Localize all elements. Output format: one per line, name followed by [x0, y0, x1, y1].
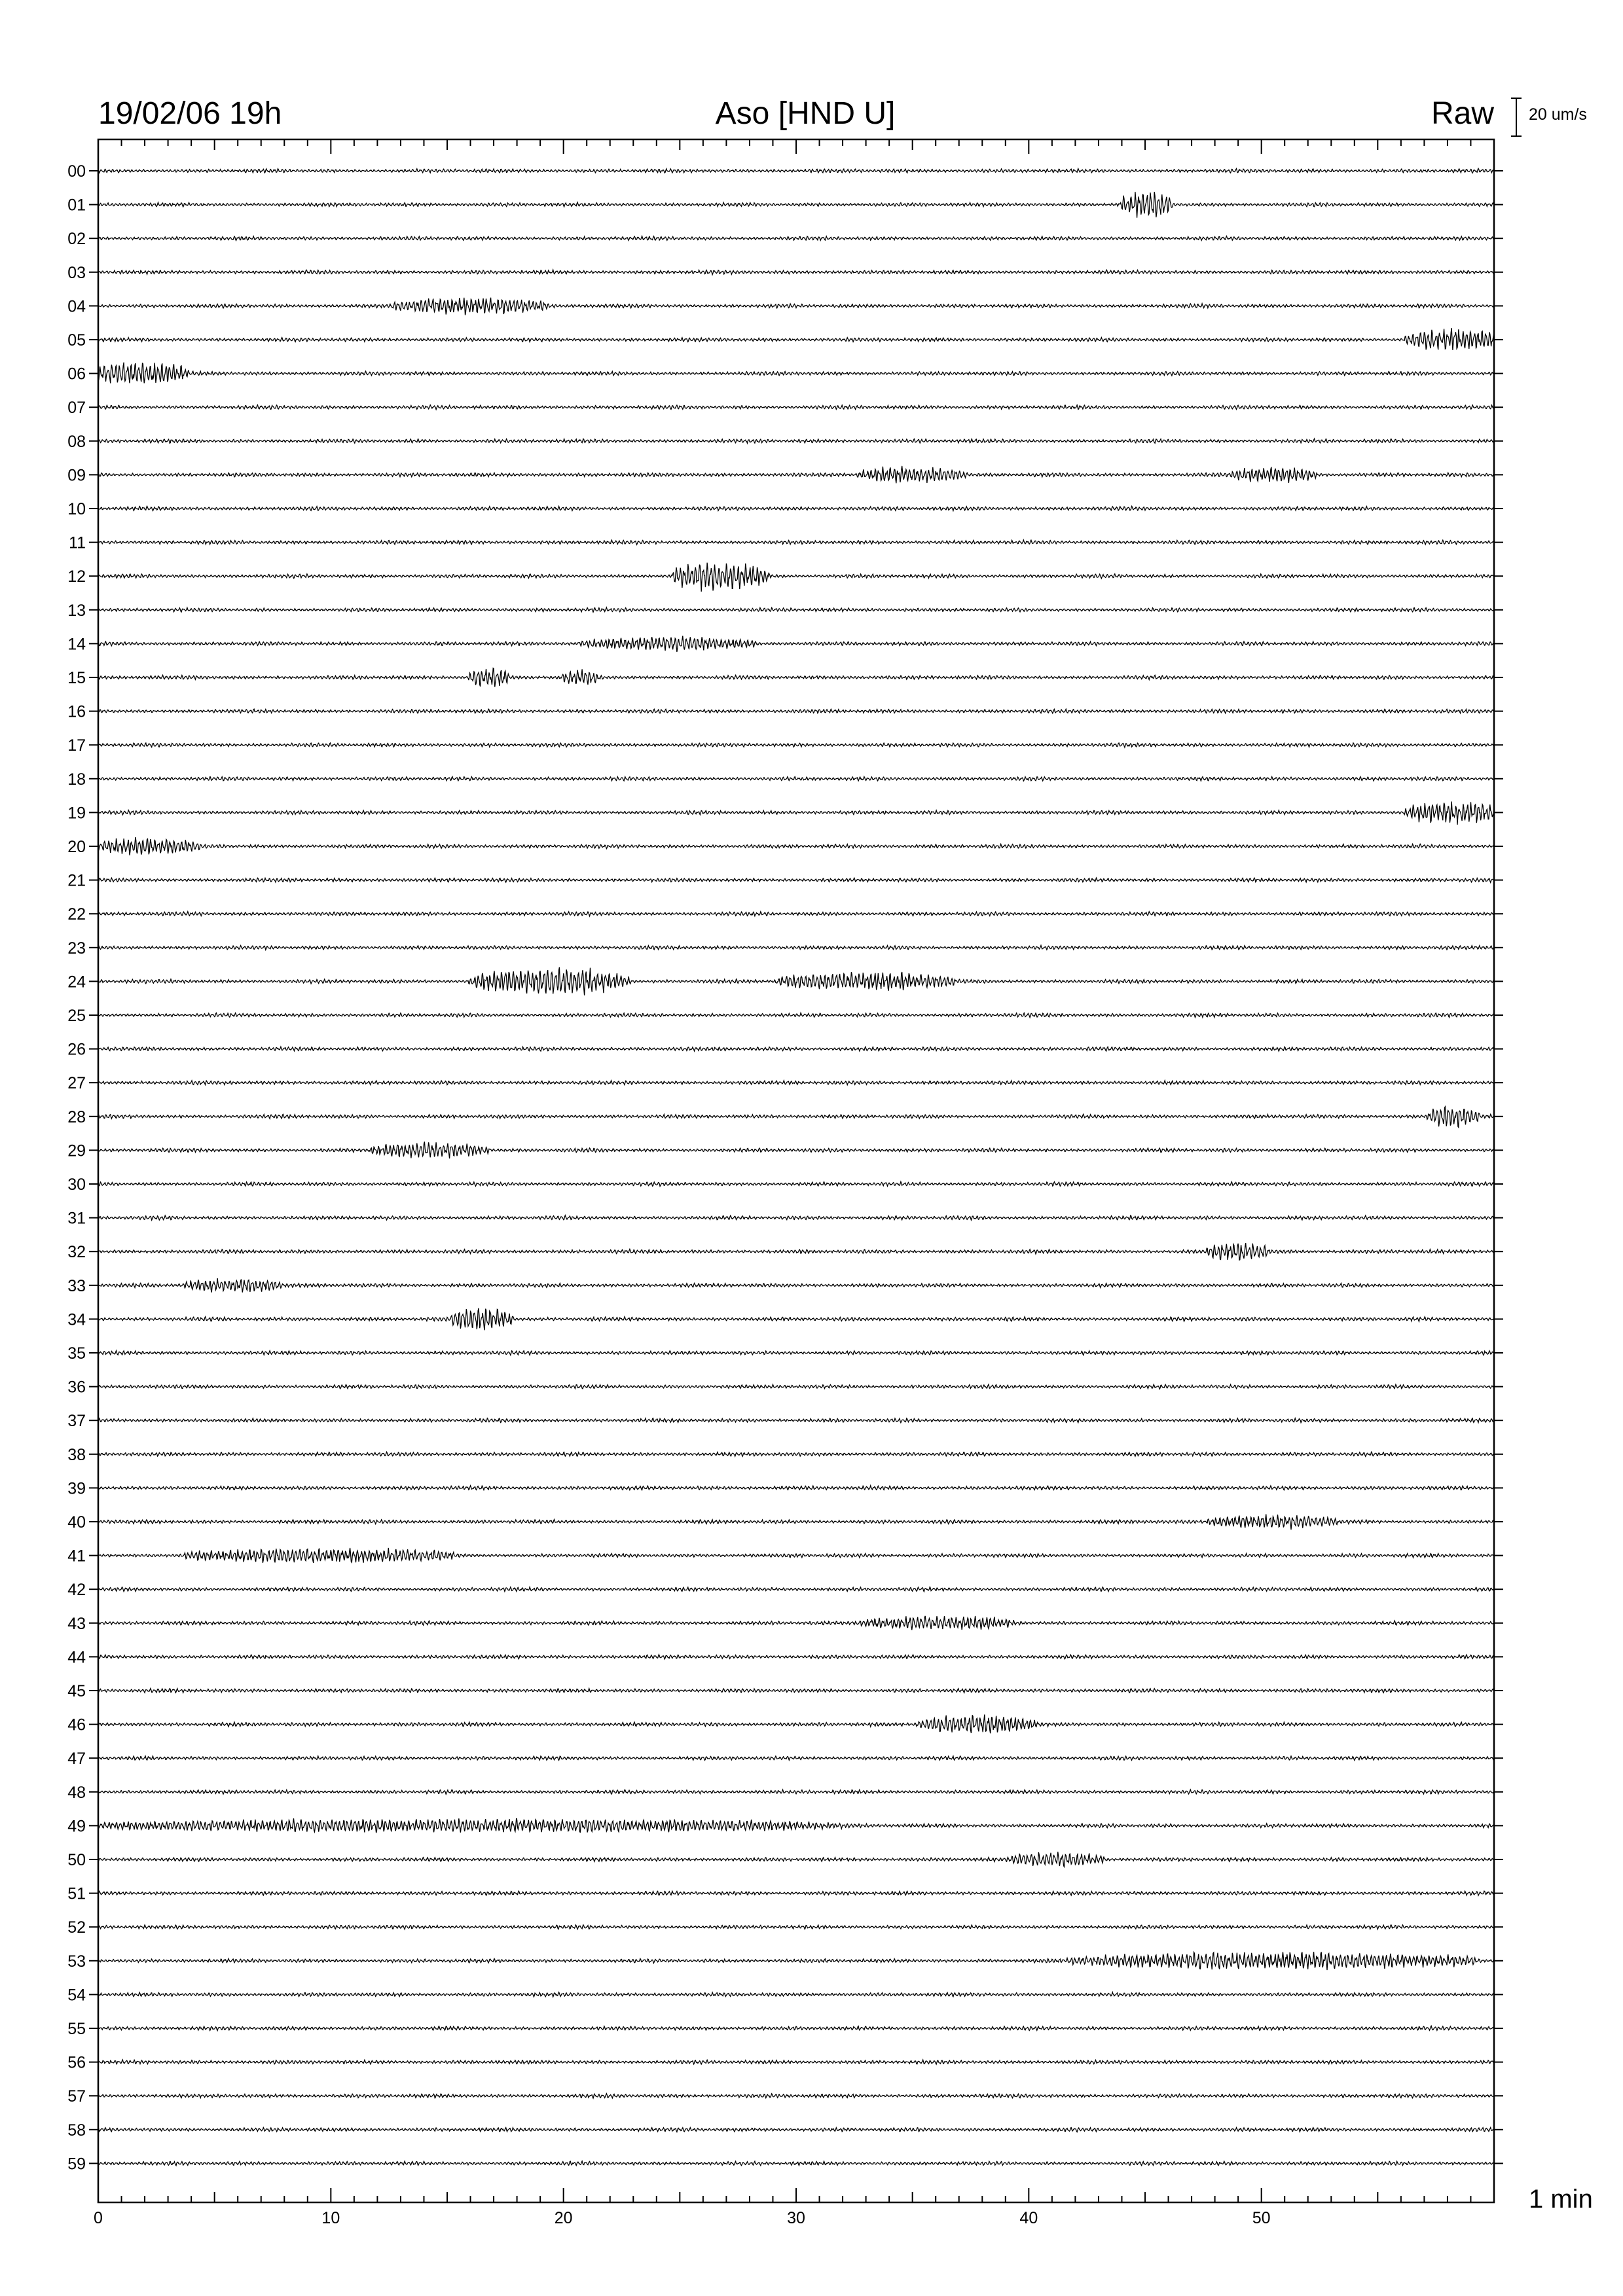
row-label: 22 — [67, 905, 86, 924]
row-labels — [67, 162, 1503, 2173]
trace-30 — [98, 1181, 1494, 1186]
seismic-traces — [98, 168, 1494, 2165]
x-tick-label: 20 — [554, 2209, 573, 2227]
row-label: 16 — [67, 702, 86, 721]
trace-31 — [98, 1215, 1494, 1220]
trace-54 — [98, 1992, 1494, 1997]
trace-05 — [98, 328, 1494, 350]
row-label: 05 — [67, 331, 86, 350]
row-label: 54 — [67, 1986, 86, 2005]
trace-37 — [98, 1418, 1494, 1423]
row-label: 58 — [67, 2121, 86, 2140]
trace-40 — [98, 1515, 1494, 1530]
trace-47 — [98, 1756, 1494, 1761]
row-label: 23 — [67, 939, 86, 958]
trace-50 — [98, 1852, 1494, 1867]
trace-46 — [98, 1715, 1494, 1734]
row-label: 25 — [67, 1007, 86, 1025]
row-label: 41 — [67, 1547, 86, 1566]
scale-value-label: 20 um/s — [1529, 105, 1587, 124]
amplitude-scale-bar — [1511, 98, 1522, 136]
row-label: 48 — [67, 1783, 86, 1802]
row-label: 47 — [67, 1749, 86, 1768]
trace-38 — [98, 1452, 1494, 1456]
trace-02 — [98, 236, 1494, 241]
trace-09 — [98, 466, 1494, 483]
row-label: 07 — [67, 399, 86, 418]
trace-20 — [98, 837, 1494, 855]
trace-48 — [98, 1789, 1494, 1794]
row-label: 19 — [67, 804, 86, 823]
trace-26 — [98, 1047, 1494, 1051]
trace-45 — [98, 1689, 1494, 1693]
row-label: 42 — [67, 1581, 86, 1600]
trace-03 — [98, 270, 1494, 274]
row-label: 59 — [67, 2155, 86, 2174]
row-label: 49 — [67, 1817, 86, 1836]
row-label: 00 — [67, 162, 86, 181]
trace-16 — [98, 709, 1494, 713]
trace-25 — [98, 1013, 1494, 1018]
trace-35 — [98, 1351, 1494, 1355]
trace-55 — [98, 2026, 1494, 2030]
row-label: 53 — [67, 1952, 86, 1971]
trace-11 — [98, 540, 1494, 545]
trace-04 — [98, 298, 1494, 315]
trace-27 — [98, 1081, 1494, 1085]
row-label: 57 — [67, 2087, 86, 2106]
trace-21 — [98, 878, 1494, 882]
row-label: 35 — [67, 1344, 86, 1363]
row-label: 36 — [67, 1378, 86, 1397]
trace-28 — [98, 1107, 1494, 1128]
trace-51 — [98, 1891, 1494, 1895]
x-axis-unit-label: 1 min — [1529, 2185, 1593, 2214]
trace-58 — [98, 2127, 1494, 2132]
row-label: 09 — [67, 466, 86, 485]
trace-06 — [98, 363, 1494, 384]
row-label: 56 — [67, 2053, 86, 2072]
station-title: Aso [HND U] — [715, 96, 896, 131]
row-label: 01 — [67, 196, 86, 215]
row-label: 20 — [67, 838, 86, 856]
row-label: 40 — [67, 1513, 86, 1532]
trace-10 — [98, 506, 1494, 511]
trace-44 — [98, 1655, 1494, 1659]
trace-01 — [98, 192, 1494, 218]
row-label: 55 — [67, 2020, 86, 2038]
trace-00 — [98, 168, 1494, 173]
trace-42 — [98, 1587, 1494, 1592]
trace-13 — [98, 607, 1494, 612]
trace-24 — [98, 967, 1494, 996]
row-label: 06 — [67, 365, 86, 384]
row-label: 02 — [67, 230, 86, 249]
row-label: 46 — [67, 1715, 86, 1734]
row-label: 28 — [67, 1107, 86, 1126]
row-label: 24 — [67, 973, 86, 992]
row-label: 08 — [67, 432, 86, 451]
trace-59 — [98, 2161, 1494, 2166]
row-label: 43 — [67, 1614, 86, 1633]
bottom-axis-ticks — [94, 2188, 1494, 2227]
trace-07 — [98, 405, 1494, 410]
row-label: 26 — [67, 1040, 86, 1059]
row-label: 11 — [69, 533, 86, 552]
trace-33 — [98, 1278, 1494, 1293]
row-label: 45 — [67, 1682, 86, 1700]
date-hour-title: 19/02/06 19h — [98, 96, 282, 131]
trace-41 — [98, 1548, 1494, 1563]
trace-53 — [98, 1952, 1494, 1970]
row-label: 34 — [67, 1310, 86, 1329]
trace-49 — [98, 1818, 1494, 1833]
trace-17 — [98, 743, 1494, 747]
trace-57 — [98, 2094, 1494, 2098]
trace-56 — [98, 2060, 1494, 2064]
row-label: 31 — [67, 1209, 86, 1228]
row-label: 44 — [67, 1648, 86, 1667]
trace-15 — [98, 668, 1494, 687]
trace-18 — [98, 777, 1494, 781]
x-tick-label: 30 — [787, 2209, 805, 2227]
row-label: 04 — [67, 297, 86, 316]
trace-43 — [98, 1616, 1494, 1630]
trace-52 — [98, 1925, 1494, 1929]
x-tick-label: 40 — [1019, 2209, 1038, 2227]
trace-34 — [98, 1308, 1494, 1331]
row-label: 03 — [67, 263, 86, 282]
row-label: 14 — [67, 635, 86, 654]
row-label: 32 — [67, 1243, 86, 1262]
x-tick-label: 0 — [94, 2209, 103, 2227]
row-label: 50 — [67, 1851, 86, 1869]
row-label: 12 — [67, 567, 86, 586]
x-tick-label: 50 — [1252, 2209, 1271, 2227]
row-label: 39 — [67, 1479, 86, 1498]
raw-mode-label: Raw — [1431, 96, 1494, 131]
row-label: 38 — [67, 1445, 86, 1464]
trace-32 — [98, 1243, 1494, 1260]
x-tick-label: 10 — [321, 2209, 340, 2227]
trace-12 — [98, 563, 1494, 592]
trace-08 — [98, 439, 1494, 443]
row-label: 37 — [67, 1412, 86, 1431]
top-axis-ticks — [98, 139, 1494, 154]
row-label: 10 — [67, 500, 86, 518]
trace-39 — [98, 1486, 1494, 1490]
row-label: 29 — [67, 1141, 86, 1160]
row-label: 27 — [67, 1074, 86, 1093]
row-label: 21 — [67, 871, 86, 890]
row-label: 33 — [67, 1276, 86, 1295]
trace-22 — [98, 912, 1494, 916]
row-label: 17 — [67, 736, 86, 755]
row-label: 15 — [67, 669, 86, 687]
row-label: 51 — [67, 1884, 86, 1903]
row-label: 18 — [67, 770, 86, 789]
row-label: 30 — [67, 1175, 86, 1194]
trace-36 — [98, 1384, 1494, 1389]
row-label: 52 — [67, 1918, 86, 1937]
trace-19 — [98, 802, 1494, 825]
trace-23 — [98, 945, 1494, 950]
trace-29 — [98, 1141, 1494, 1158]
row-label: 13 — [67, 601, 86, 620]
trace-14 — [98, 636, 1494, 652]
